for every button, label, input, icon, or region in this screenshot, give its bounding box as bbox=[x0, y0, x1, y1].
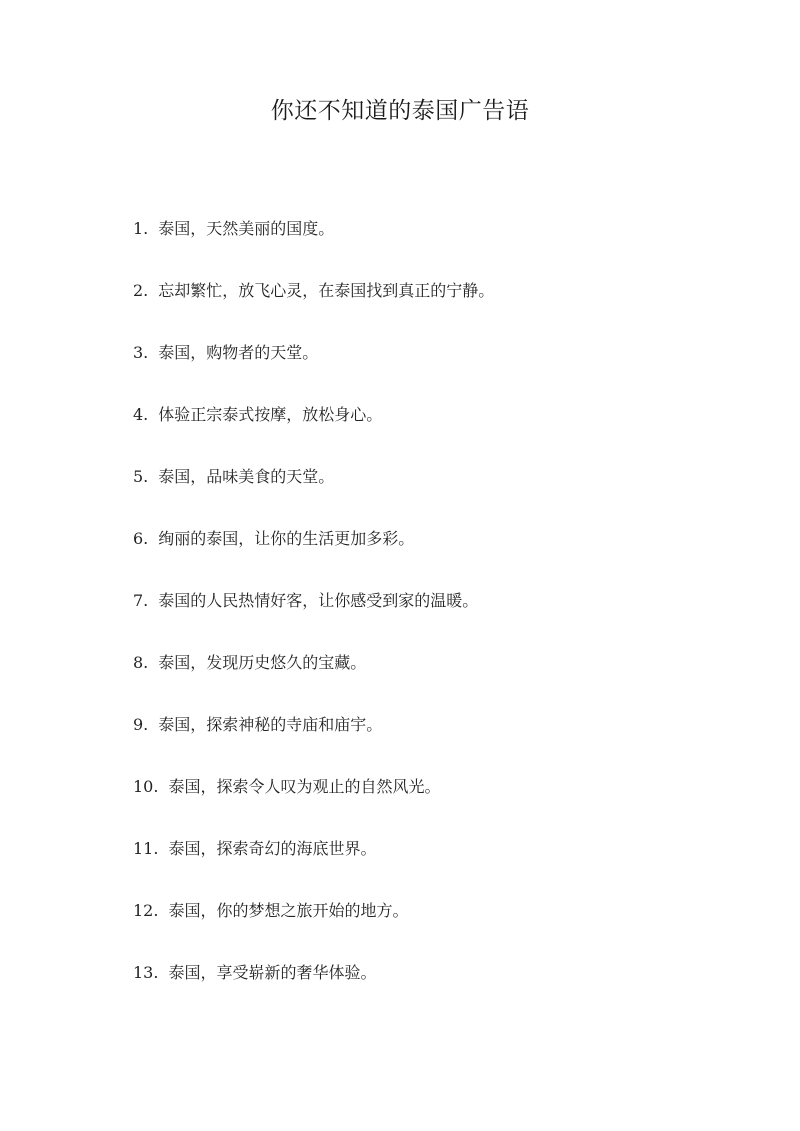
list-item-text: 泰国，品味美食的天堂。 bbox=[158, 467, 335, 486]
slogan-list bbox=[133, 214, 753, 1020]
list-item bbox=[133, 772, 753, 834]
list-item-text: 泰国，你的梦想之旅开始的地方。 bbox=[168, 901, 409, 920]
list-item-text: 泰国，购物者的天堂。 bbox=[158, 343, 319, 362]
list-item bbox=[133, 958, 753, 1020]
list-item bbox=[133, 214, 753, 276]
list-item-number: 11. bbox=[133, 839, 159, 858]
list-item bbox=[133, 648, 753, 710]
list-item-number: 6. bbox=[133, 529, 149, 548]
list-item-text: 泰国，发现历史悠久的宝藏。 bbox=[158, 653, 367, 672]
list-item-text: 忘却繁忙，放飞心灵，在泰国找到真正的宁静。 bbox=[158, 281, 495, 300]
list-item bbox=[133, 710, 753, 772]
list-item-number: 7. bbox=[133, 591, 149, 610]
list-item-text: 泰国，探索神秘的寺庙和庙宇。 bbox=[158, 715, 383, 734]
list-item-number: 10. bbox=[133, 777, 159, 796]
list-item-text: 绚丽的泰国，让你的生活更加多彩。 bbox=[158, 529, 415, 548]
list-item bbox=[133, 586, 753, 648]
list-item-number: 2. bbox=[133, 281, 149, 300]
list-item bbox=[133, 524, 753, 586]
list-item-number: 13. bbox=[133, 963, 159, 982]
page-title: 你还不知道的泰国广告语 bbox=[270, 98, 530, 124]
list-item-number: 8. bbox=[133, 653, 149, 672]
list-item-number: 12. bbox=[133, 901, 159, 920]
list-item-text: 泰国的人民热情好客，让你感受到家的温暖。 bbox=[158, 591, 479, 610]
list-item-number: 9. bbox=[133, 715, 149, 734]
list-item-text: 体验正宗泰式按摩，放松身心。 bbox=[158, 405, 383, 424]
list-item-text: 泰国，探索令人叹为观止的自然风光。 bbox=[168, 777, 441, 796]
list-item bbox=[133, 338, 753, 400]
list-item-text: 泰国，天然美丽的国度。 bbox=[158, 219, 335, 238]
list-item bbox=[133, 400, 753, 462]
list-item-number: 1. bbox=[133, 219, 149, 238]
list-item bbox=[133, 834, 753, 896]
list-item-text: 泰国，探索奇幻的海底世界。 bbox=[168, 839, 377, 858]
list-item bbox=[133, 276, 753, 338]
list-item bbox=[133, 896, 753, 958]
list-item-number: 5. bbox=[133, 467, 149, 486]
list-item-text: 泰国，享受崭新的奢华体验。 bbox=[168, 963, 377, 982]
list-item bbox=[133, 462, 753, 524]
list-item-number: 3. bbox=[133, 343, 149, 362]
list-item-number: 4. bbox=[133, 405, 149, 424]
